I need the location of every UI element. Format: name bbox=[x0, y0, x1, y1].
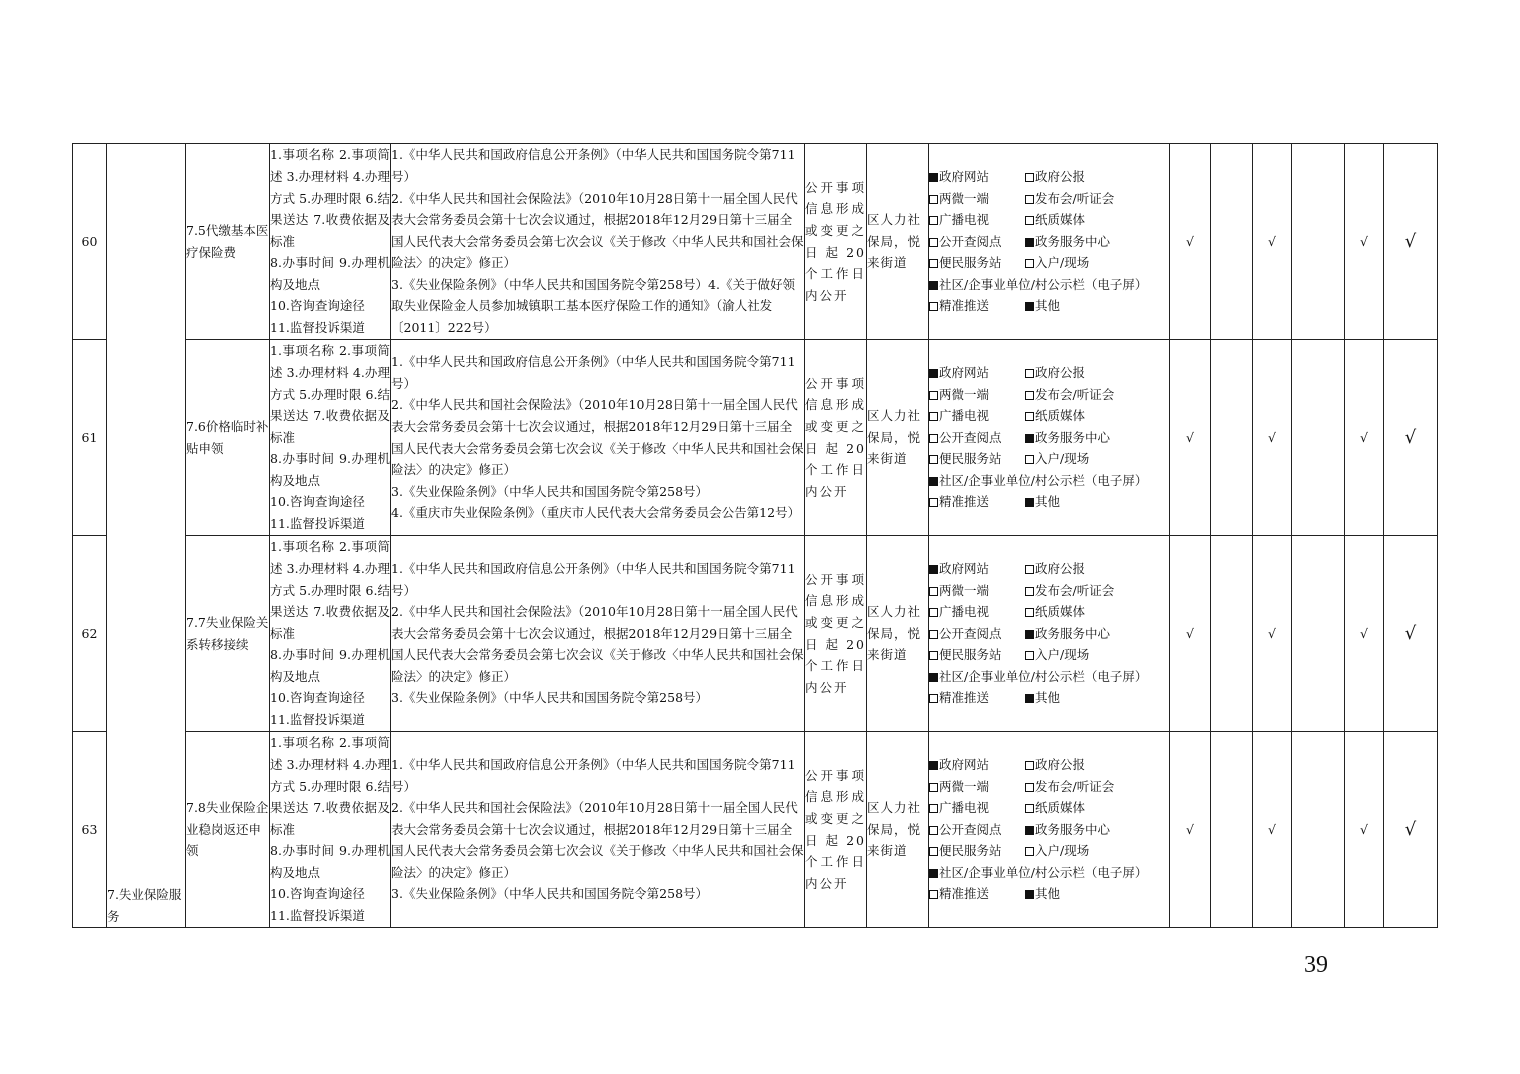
disclosure-content bbox=[270, 732, 391, 928]
checked-box-icon bbox=[1025, 694, 1034, 703]
channel-grid bbox=[929, 166, 1169, 317]
channel-option bbox=[929, 754, 1025, 776]
channel-label: 其他 bbox=[1035, 298, 1061, 314]
channel-option bbox=[929, 252, 1025, 274]
basis-line: 1.《中华人民共和国政府信息公开条例》（中华人民共和国国务院令第711号） bbox=[391, 147, 796, 184]
disclosure-timing: 公开事项信息形成或变更之日起20个工作日内公开 bbox=[805, 340, 867, 536]
checkmark-cell: √ bbox=[1345, 340, 1384, 536]
disclosure-basis bbox=[391, 536, 805, 732]
checkmark-cell: √ bbox=[1384, 536, 1438, 732]
channel-grid bbox=[929, 754, 1169, 905]
empty-cell bbox=[1211, 536, 1253, 732]
item-name: 7.5代缴基本医疗保险费 bbox=[186, 144, 270, 340]
checkmark-cell: √ bbox=[1170, 732, 1211, 928]
unchecked-box-icon bbox=[1025, 608, 1034, 617]
disclosure-content bbox=[270, 536, 391, 732]
channel-option bbox=[1025, 644, 1169, 666]
unchecked-box-icon bbox=[929, 455, 938, 464]
channel-option bbox=[1025, 840, 1169, 862]
unchecked-box-icon bbox=[929, 783, 938, 792]
checkmark-cell: √ bbox=[1170, 340, 1211, 536]
table-row bbox=[73, 340, 1438, 536]
channel-label: 政府公报 bbox=[1035, 560, 1086, 576]
channel-option bbox=[929, 819, 1025, 841]
item-name: 7.6价格临时补贴申领 bbox=[186, 340, 270, 536]
table-row bbox=[73, 536, 1438, 732]
checked-box-icon bbox=[929, 565, 938, 574]
channel-label: 广播电视 bbox=[939, 408, 990, 424]
basis-line: 3.《失业保险条例》（中华人民共和国国务院令第258号）4.《关于做好领取失业保险金人员参加城镇职工基本医疗保险工作的通知》（渝人社发〔2011〕222号） bbox=[391, 276, 795, 336]
content-line: 11.监督投诉渠道 bbox=[270, 320, 365, 336]
channel-option bbox=[929, 427, 1025, 449]
item-name: 7.7失业保险关系转移接续 bbox=[186, 536, 270, 732]
content-line: 11.监督投诉渠道 bbox=[270, 516, 365, 532]
unchecked-box-icon bbox=[929, 890, 938, 899]
channel-label: 两微一端 bbox=[939, 386, 990, 402]
unchecked-box-icon bbox=[929, 238, 938, 247]
channel-label: 其他 bbox=[1035, 886, 1061, 902]
checkmark-cell: √ bbox=[1384, 144, 1438, 340]
channel-label: 两微一端 bbox=[939, 778, 990, 794]
disclosure-timing: 公开事项信息形成或变更之日起20个工作日内公开 bbox=[805, 536, 867, 732]
channel-label: 政府网站 bbox=[939, 560, 990, 576]
unchecked-box-icon bbox=[929, 826, 938, 835]
channel-option bbox=[1025, 448, 1169, 470]
disclosure-basis bbox=[391, 340, 805, 536]
basis-line: 3.《失业保险条例》（中华人民共和国国务院令第258号） bbox=[391, 886, 709, 902]
checked-box-icon bbox=[1025, 826, 1034, 835]
channel-label: 两微一端 bbox=[939, 190, 990, 206]
unchecked-box-icon bbox=[1025, 173, 1034, 182]
channel-option bbox=[1025, 252, 1169, 274]
unchecked-box-icon bbox=[929, 587, 938, 596]
channel-label: 社区/企事业单位/村公示栏（电子屏） bbox=[939, 864, 1148, 880]
content-line: 11.监督投诉渠道 bbox=[270, 712, 365, 728]
empty-cell bbox=[1292, 340, 1345, 536]
channel-option bbox=[929, 384, 1025, 406]
checked-box-icon bbox=[929, 281, 938, 290]
disclosure-subject: 区人力社保局，悦来街道 bbox=[867, 144, 929, 340]
empty-cell bbox=[1211, 732, 1253, 928]
checked-box-icon bbox=[929, 869, 938, 878]
content-line: 1.事项名称 2.事项简述 3.办理材料 4.办理方式 5.办理时限 6.结果送达 7.收费依据及标准 bbox=[270, 539, 390, 641]
basis-line: 3.《失业保险条例》（中华人民共和国国务院令第258号） bbox=[391, 690, 709, 706]
channel-option bbox=[1025, 580, 1169, 602]
empty-cell bbox=[1292, 536, 1345, 732]
channel-option bbox=[929, 491, 1025, 513]
channel-option bbox=[929, 797, 1025, 819]
channel-label: 发布会/听证会 bbox=[1035, 386, 1115, 402]
unchecked-box-icon bbox=[1025, 391, 1034, 400]
channel-label: 入户/现场 bbox=[1035, 843, 1090, 859]
content-line: 1.事项名称 2.事项简述 3.办理材料 4.办理方式 5.办理时限 6.结果送达 7.收费依据及标准 bbox=[270, 735, 390, 837]
checked-box-icon bbox=[1025, 890, 1034, 899]
channel-label: 政府公报 bbox=[1035, 168, 1086, 184]
unchecked-box-icon bbox=[1025, 587, 1034, 596]
channel-label: 两微一端 bbox=[939, 582, 990, 598]
channel-label: 政府网站 bbox=[939, 364, 990, 380]
checked-box-icon bbox=[1025, 434, 1034, 443]
checkmark-cell: √ bbox=[1253, 536, 1292, 732]
checkmark-cell: √ bbox=[1170, 536, 1211, 732]
channel-option bbox=[1025, 209, 1169, 231]
unchecked-box-icon bbox=[929, 216, 938, 225]
channel-grid bbox=[929, 362, 1169, 513]
unchecked-box-icon bbox=[1025, 847, 1034, 856]
empty-cell bbox=[1292, 732, 1345, 928]
checkmark-cell: √ bbox=[1345, 732, 1384, 928]
channel-label: 发布会/听证会 bbox=[1035, 190, 1115, 206]
disclosure-subject: 区人力社保局，悦来街道 bbox=[867, 732, 929, 928]
unchecked-box-icon bbox=[1025, 216, 1034, 225]
checkmark-cell: √ bbox=[1253, 732, 1292, 928]
content-line: 11.监督投诉渠道 bbox=[270, 908, 365, 924]
channel-label: 精准推送 bbox=[939, 298, 990, 314]
disclosure-subject: 区人力社保局，悦来街道 bbox=[867, 340, 929, 536]
channel-label: 精准推送 bbox=[939, 886, 990, 902]
channel-label: 发布会/听证会 bbox=[1035, 778, 1115, 794]
channel-label: 社区/企事业单位/村公示栏（电子屏） bbox=[939, 668, 1148, 684]
checked-box-icon bbox=[929, 673, 938, 682]
content-line: 8.办事时间 9.办理机构及地点 bbox=[270, 843, 390, 880]
channel-label: 政府公报 bbox=[1035, 364, 1086, 380]
channel-label: 便民服务站 bbox=[939, 647, 1002, 663]
channel-label: 公开查阅点 bbox=[939, 625, 1002, 641]
channel-option bbox=[929, 166, 1025, 188]
channel-option bbox=[929, 644, 1025, 666]
channel-option bbox=[929, 470, 1169, 492]
disclosure-subject: 区人力社保局，悦来街道 bbox=[867, 536, 929, 732]
unchecked-box-icon bbox=[1025, 195, 1034, 204]
channel-option bbox=[1025, 405, 1169, 427]
channel-label: 社区/企事业单位/村公示栏（电子屏） bbox=[939, 276, 1148, 292]
channel-label: 便民服务站 bbox=[939, 843, 1002, 859]
channel-option bbox=[1025, 601, 1169, 623]
channel-grid bbox=[929, 558, 1169, 709]
category-cell bbox=[107, 144, 186, 928]
basis-line: 3.《失业保险条例》（中华人民共和国国务院令第258号） bbox=[391, 483, 709, 499]
basis-line: 2.《中华人民共和国社会保险法》（2010年10月28日第十一届全国人民代表大会常务委员会第十七次会议通过，根据2018年12月29日第十三届全国人民代表大会常务委员会第七次会议《关于修改〈中华人民共和国社会保险法〉的决定》修正） bbox=[391, 800, 804, 880]
unchecked-box-icon bbox=[929, 195, 938, 204]
channel-label: 纸质媒体 bbox=[1035, 800, 1086, 816]
disclosure-basis bbox=[391, 732, 805, 928]
channel-option bbox=[1025, 166, 1169, 188]
channel-label: 精准推送 bbox=[939, 690, 990, 706]
channel-label: 发布会/听证会 bbox=[1035, 582, 1115, 598]
empty-cell bbox=[1211, 340, 1253, 536]
channel-label: 入户/现场 bbox=[1035, 255, 1090, 271]
row-number: 60 bbox=[73, 144, 107, 340]
unchecked-box-icon bbox=[929, 434, 938, 443]
channel-option bbox=[1025, 754, 1169, 776]
unchecked-box-icon bbox=[929, 651, 938, 660]
channel-label: 政务服务中心 bbox=[1035, 821, 1111, 837]
table-row bbox=[73, 144, 1438, 340]
channel-label: 公开查阅点 bbox=[939, 429, 1002, 445]
unchecked-box-icon bbox=[929, 302, 938, 311]
channel-option bbox=[929, 362, 1025, 384]
checkmark-cell: √ bbox=[1345, 144, 1384, 340]
channel-option bbox=[1025, 623, 1169, 645]
disclosure-timing: 公开事项信息形成或变更之日起20个工作日内公开 bbox=[805, 144, 867, 340]
unchecked-box-icon bbox=[929, 608, 938, 617]
disclosure-table bbox=[72, 143, 1438, 928]
channel-label: 入户/现场 bbox=[1035, 451, 1090, 467]
checked-box-icon bbox=[929, 761, 938, 770]
channel-option bbox=[1025, 819, 1169, 841]
channel-option bbox=[929, 840, 1025, 862]
basis-line: 1.《中华人民共和国政府信息公开条例》（中华人民共和国国务院令第711号） bbox=[391, 560, 796, 598]
content-line: 1.事项名称 2.事项简述 3.办理材料 4.办理方式 5.办理时限 6.结果送达 7.收费依据及标准 bbox=[270, 147, 390, 249]
checkmark-cell: √ bbox=[1384, 340, 1438, 536]
unchecked-box-icon bbox=[929, 259, 938, 268]
unchecked-box-icon bbox=[929, 804, 938, 813]
checked-box-icon bbox=[929, 477, 938, 486]
empty-cell bbox=[1211, 144, 1253, 340]
content-line: 8.办事时间 9.办理机构及地点 bbox=[270, 647, 390, 684]
channel-option bbox=[929, 274, 1169, 296]
basis-line: 1.《中华人民共和国政府信息公开条例》（中华人民共和国国务院令第711号） bbox=[391, 354, 796, 391]
channel-label: 政务服务中心 bbox=[1035, 233, 1111, 249]
channel-option bbox=[929, 776, 1025, 798]
basis-line: 2.《中华人民共和国社会保险法》（2010年10月28日第十一届全国人民代表大会常务委员会第十七次会议通过，根据2018年12月29日第十三届全国人民代表大会常务委员会第七次会议《关于修改〈中华人民共和国社会保险法〉的决定》修正） bbox=[391, 397, 804, 478]
channel-option bbox=[929, 862, 1169, 884]
checkmark-cell: √ bbox=[1253, 144, 1292, 340]
disclosure-channels bbox=[929, 144, 1170, 340]
channel-option bbox=[929, 188, 1025, 210]
item-name: 7.8失业保险企业稳岗返还申领 bbox=[186, 732, 270, 928]
checked-box-icon bbox=[929, 369, 938, 378]
unchecked-box-icon bbox=[929, 412, 938, 421]
disclosure-content bbox=[270, 144, 391, 340]
checkmark-cell: √ bbox=[1384, 732, 1438, 928]
content-line: 10.咨询查询途径 bbox=[270, 298, 365, 314]
channel-option bbox=[1025, 295, 1169, 317]
channel-label: 纸质媒体 bbox=[1035, 212, 1086, 228]
page-number: 39 bbox=[1304, 952, 1328, 978]
checked-box-icon bbox=[1025, 302, 1034, 311]
unchecked-box-icon bbox=[1025, 455, 1034, 464]
channel-option bbox=[929, 580, 1025, 602]
unchecked-box-icon bbox=[929, 391, 938, 400]
channel-option bbox=[929, 448, 1025, 470]
basis-line: 1.《中华人民共和国政府信息公开条例》（中华人民共和国国务院令第711号） bbox=[391, 756, 796, 794]
basis-line: 2.《中华人民共和国社会保险法》（2010年10月28日第十一届全国人民代表大会常务委员会第十七次会议通过，根据2018年12月29日第十三届全国人民代表大会常务委员会第七次会议《关于修改〈中华人民共和国社会保险法〉的决定》修正） bbox=[391, 190, 804, 271]
checkmark-cell: √ bbox=[1253, 340, 1292, 536]
checked-box-icon bbox=[929, 173, 938, 182]
channel-label: 政府网站 bbox=[939, 168, 990, 184]
unchecked-box-icon bbox=[1025, 804, 1034, 813]
channel-option bbox=[1025, 188, 1169, 210]
unchecked-box-icon bbox=[929, 694, 938, 703]
unchecked-box-icon bbox=[1025, 369, 1034, 378]
content-line: 10.咨询查询途径 bbox=[270, 494, 365, 510]
channel-option bbox=[1025, 687, 1169, 709]
unchecked-box-icon bbox=[1025, 651, 1034, 660]
unchecked-box-icon bbox=[929, 498, 938, 507]
empty-cell bbox=[1292, 144, 1345, 340]
unchecked-box-icon bbox=[1025, 412, 1034, 421]
channel-label: 政府网站 bbox=[939, 756, 990, 772]
disclosure-basis bbox=[391, 144, 805, 340]
channel-option bbox=[929, 687, 1025, 709]
category-label: 7.失业保险服务 bbox=[107, 886, 182, 924]
channel-label: 广播电视 bbox=[939, 212, 990, 228]
channel-label: 广播电视 bbox=[939, 604, 990, 620]
channel-option bbox=[929, 231, 1025, 253]
channel-option bbox=[1025, 384, 1169, 406]
channel-label: 社区/企事业单位/村公示栏（电子屏） bbox=[939, 472, 1148, 488]
unchecked-box-icon bbox=[929, 847, 938, 856]
checkmark-cell: √ bbox=[1345, 536, 1384, 732]
channel-label: 政府公报 bbox=[1035, 756, 1086, 772]
basis-line: 4.《重庆市失业保险条例》（重庆市人民代表大会常务委员会公告第12号） bbox=[391, 505, 801, 521]
disclosure-channels bbox=[929, 536, 1170, 732]
checked-box-icon bbox=[1025, 630, 1034, 639]
channel-label: 便民服务站 bbox=[939, 255, 1002, 271]
table-row bbox=[73, 732, 1438, 928]
channel-label: 入户/现场 bbox=[1035, 647, 1090, 663]
channel-label: 便民服务站 bbox=[939, 451, 1002, 467]
channel-label: 精准推送 bbox=[939, 494, 990, 510]
unchecked-box-icon bbox=[1025, 783, 1034, 792]
unchecked-box-icon bbox=[1025, 761, 1034, 770]
channel-label: 纸质媒体 bbox=[1035, 604, 1086, 620]
channel-option bbox=[1025, 558, 1169, 580]
disclosure-channels bbox=[929, 340, 1170, 536]
channel-option bbox=[1025, 231, 1169, 253]
channel-option bbox=[929, 209, 1025, 231]
channel-option bbox=[929, 623, 1025, 645]
channel-option bbox=[929, 558, 1025, 580]
channel-label: 政务服务中心 bbox=[1035, 625, 1111, 641]
channel-label: 其他 bbox=[1035, 494, 1061, 510]
content-line: 8.办事时间 9.办理机构及地点 bbox=[270, 451, 390, 488]
content-line: 8.办事时间 9.办理机构及地点 bbox=[270, 255, 390, 292]
channel-option bbox=[929, 883, 1025, 905]
channel-option bbox=[1025, 491, 1169, 513]
disclosure-content bbox=[270, 340, 391, 536]
row-number: 63 bbox=[73, 732, 107, 928]
row-number: 62 bbox=[73, 536, 107, 732]
unchecked-box-icon bbox=[1025, 259, 1034, 268]
unchecked-box-icon bbox=[1025, 565, 1034, 574]
channel-option bbox=[1025, 797, 1169, 819]
channel-label: 其他 bbox=[1035, 690, 1061, 706]
checked-box-icon bbox=[1025, 498, 1034, 507]
channel-option bbox=[929, 405, 1025, 427]
channel-option bbox=[929, 601, 1025, 623]
checked-box-icon bbox=[1025, 238, 1034, 247]
channel-label: 纸质媒体 bbox=[1035, 408, 1086, 424]
channel-label: 公开查阅点 bbox=[939, 821, 1002, 837]
channel-label: 广播电视 bbox=[939, 800, 990, 816]
checkmark-cell: √ bbox=[1170, 144, 1211, 340]
content-line: 1.事项名称 2.事项简述 3.办理材料 4.办理方式 5.办理时限 6.结果送达 7.收费依据及标准 bbox=[270, 343, 390, 445]
channel-label: 政务服务中心 bbox=[1035, 429, 1111, 445]
basis-line: 2.《中华人民共和国社会保险法》（2010年10月28日第十一届全国人民代表大会常务委员会第十七次会议通过，根据2018年12月29日第十三届全国人民代表大会常务委员会第七次会议《关于修改〈中华人民共和国社会保险法〉的决定》修正） bbox=[391, 604, 804, 684]
channel-option bbox=[1025, 883, 1169, 905]
content-line: 10.咨询查询途径 bbox=[270, 886, 365, 902]
unchecked-box-icon bbox=[929, 630, 938, 639]
channel-label: 公开查阅点 bbox=[939, 233, 1002, 249]
disclosure-channels bbox=[929, 732, 1170, 928]
row-number: 61 bbox=[73, 340, 107, 536]
channel-option bbox=[929, 666, 1169, 688]
channel-option bbox=[1025, 427, 1169, 449]
channel-option bbox=[1025, 776, 1169, 798]
channel-option bbox=[1025, 362, 1169, 384]
disclosure-timing: 公开事项信息形成或变更之日起20个工作日内公开 bbox=[805, 732, 867, 928]
content-line: 10.咨询查询途径 bbox=[270, 690, 365, 706]
channel-option bbox=[929, 295, 1025, 317]
